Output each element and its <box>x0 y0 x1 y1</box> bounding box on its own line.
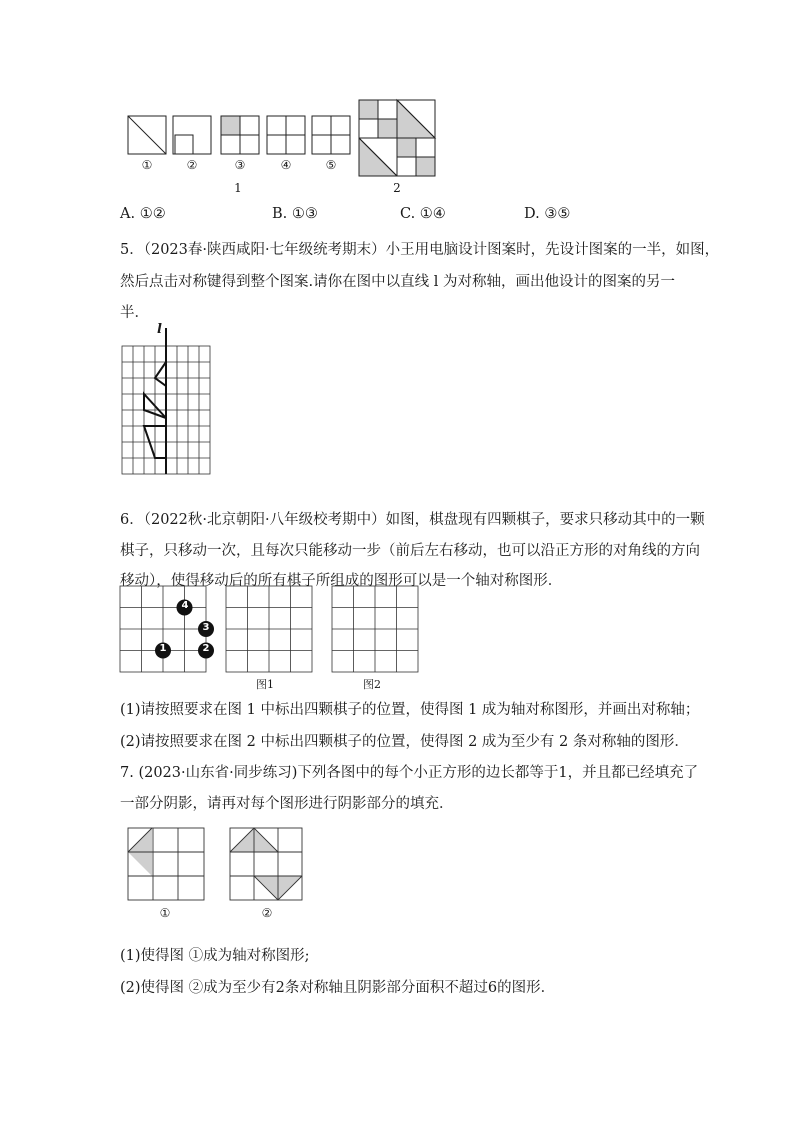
fig-2-shade-e <box>416 157 435 176</box>
piece-label-4: 4 <box>181 600 189 611</box>
fig-label-1: ① <box>141 158 153 172</box>
fig-2-shade-a <box>359 100 378 119</box>
q7-line-2: 一部分阴影，请再对每个图形进行阴影部分的填充． <box>120 796 454 812</box>
option-b: B. ①③ <box>272 206 318 222</box>
q6-sub-1: (1)请按照要求在图 1 中标出四颗棋子的位置，使得图 1 成为轴对称图形，并画出对称轴； <box>120 702 700 718</box>
q6-line-1: 6．（2022秋·北京朝阳·八年级校考期中）如图，棋盘现有四颗棋子，要求只移动其中的一颗 <box>120 512 705 528</box>
q7-sub-2: (2)使得图 ②成为至少有2条对称轴且阴影部分面积不超过6的图形． <box>120 980 556 996</box>
piece-label-3: 3 <box>202 622 210 633</box>
piece-label-1: 1 <box>159 643 167 654</box>
q5-line-1: 5．（2023春·陕西咸阳·七年级统考期末）小王用电脑设计图案时，先设计图案的一半，如图， <box>120 242 720 258</box>
board-caption-2: 图2 <box>363 678 381 691</box>
q7-sub-1: (1)使得图 ①成为轴对称图形; <box>120 948 310 964</box>
fig-caption-1: 1 <box>234 181 242 195</box>
fig-2-shade-f <box>397 138 416 157</box>
option-a: A. ①② <box>120 206 166 222</box>
fig-square-2-inner <box>175 135 193 154</box>
option-d: D. ③⑤ <box>524 206 571 222</box>
q6-line-2: 棋子，只移动一次，且每次只能移动一步（前后左右移动，也可以沿正方形的对角线的方向 <box>120 543 700 559</box>
q6-sub-2: (2)请按照要求在图 2 中标出四颗棋子的位置，使得图 2 成为至少有 2 条对称轴的图形． <box>120 734 689 750</box>
option-c: C. ①④ <box>400 206 446 222</box>
q5-line-3: 半． <box>120 305 149 321</box>
q7-line-1: 7. (2023·山东省·同步练习)下列各图中的每个小正方形的边长都等于1，并且都已经填充了 <box>120 765 699 781</box>
q7-figures <box>126 826 306 906</box>
fig-label-5: ⑤ <box>325 158 337 172</box>
axis-label-l: l <box>157 322 162 337</box>
fig-label-4: ④ <box>280 158 292 172</box>
q5-grid-figure <box>118 324 218 476</box>
fig-label-3: ③ <box>234 158 246 172</box>
q7-label-1: ① <box>159 906 171 920</box>
board-caption-1: 图1 <box>256 678 274 691</box>
q5-line-2: 然后点击对称键得到整个图案.请你在图中以直线 l 为对称轴，画出他设计的图案的另一 <box>120 274 675 290</box>
q4-figure <box>0 0 794 200</box>
fig-square-3-shade <box>221 116 240 135</box>
piece-label-2: 2 <box>202 643 210 654</box>
fig-caption-2: 2 <box>393 181 401 195</box>
fig-2-shade-b <box>378 119 397 138</box>
q7-label-2: ② <box>261 906 273 920</box>
q6-line-3: 移动），使得移动后的所有棋子所组成的图形可以是一个轴对称图形． <box>120 573 563 589</box>
fig-label-2: ② <box>186 158 198 172</box>
fig-square-1-diagonal <box>128 116 166 154</box>
